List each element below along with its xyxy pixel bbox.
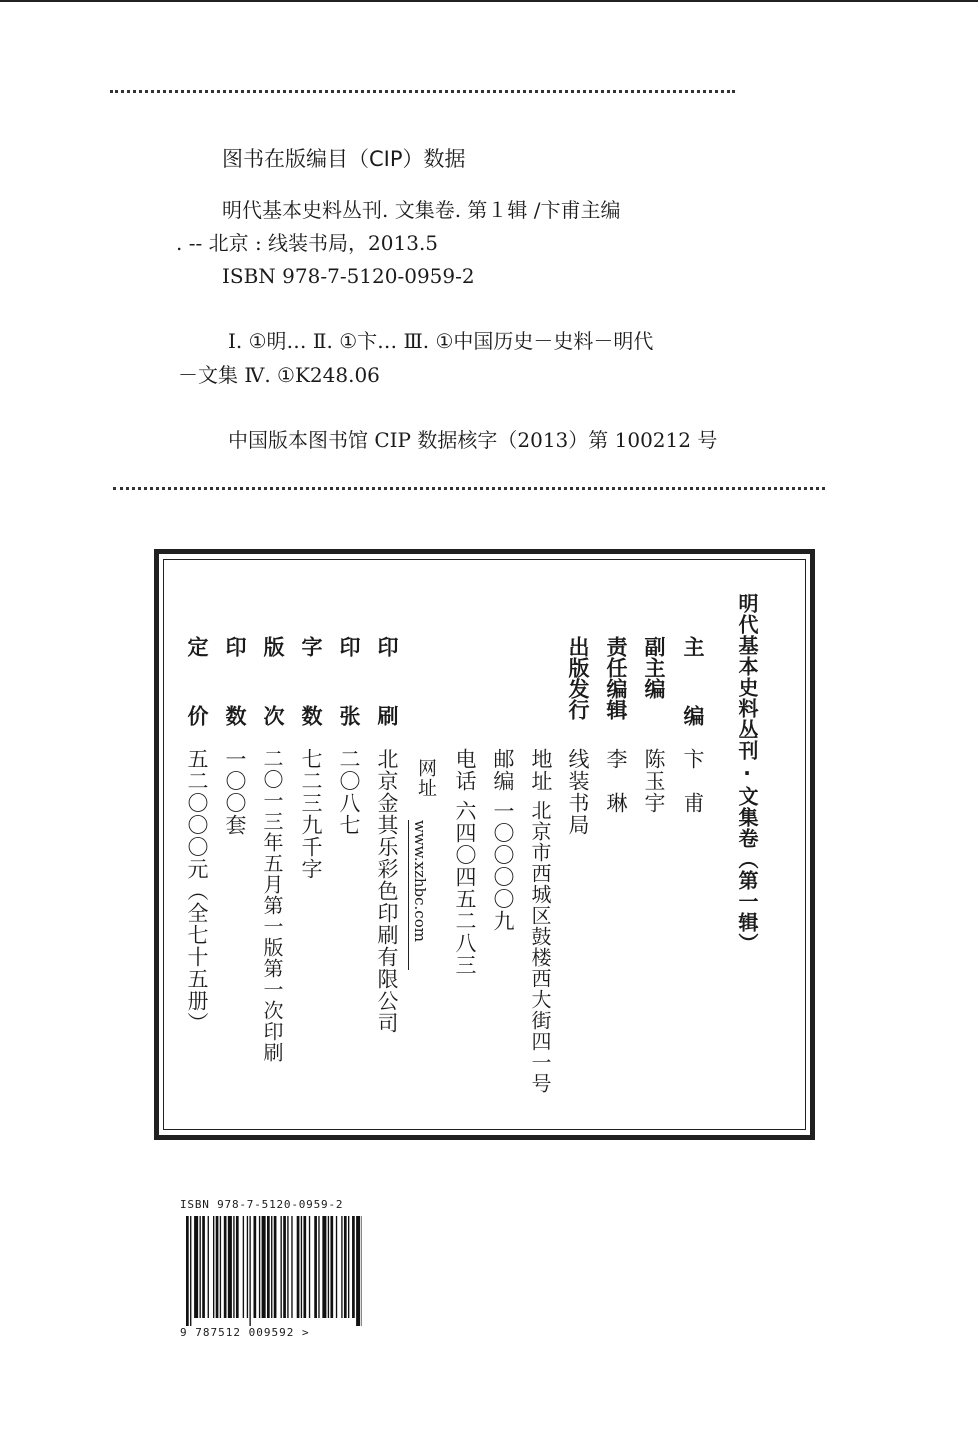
barcode-stripe: [352, 1216, 355, 1318]
barcode-stripe: [224, 1216, 227, 1318]
printed-sheets-value: 二〇八七: [337, 748, 361, 836]
barcode-stripe: [309, 1216, 310, 1318]
barcode-stripe: [233, 1216, 234, 1318]
barcode-stripe: [287, 1216, 288, 1318]
deputy-editor-label: 副主编: [642, 636, 666, 699]
cip-heading: 图书在版编目（CIP）数据: [222, 147, 466, 171]
website-link[interactable]: [408, 820, 430, 970]
editor-value: 卞 甫: [681, 748, 705, 814]
barcode-stripe: [328, 1216, 329, 1318]
barcode-stripe: [291, 1216, 292, 1318]
barcode-stripe: [194, 1216, 198, 1318]
barcode-stripe: [202, 1216, 205, 1318]
print-run-value: 一〇〇套: [223, 748, 247, 836]
cip-record-number: 中国版本图书馆 CIP 数据核字（2013）第 100212 号: [228, 428, 718, 452]
print-run-label: 印 数: [223, 636, 247, 726]
responsible-editor-label: 责任编辑: [604, 636, 628, 720]
barcode-stripe: [262, 1216, 266, 1318]
edition-label: 版 次: [261, 636, 285, 726]
cip-title-line: 明代基本史料丛刊. 文集卷. 第１辑 /卞甫主编: [222, 198, 621, 222]
barcode-stripe: [186, 1216, 189, 1326]
edition-value: 二〇一三年五月第一版第一次印刷: [260, 748, 284, 1063]
cip-classification-line-2: －文集 Ⅳ. ①K248.06: [178, 363, 380, 387]
barcode-stripe: [190, 1216, 191, 1326]
cip-publisher-line: . -- 北京 : 线装书局，2013.5: [176, 231, 439, 255]
barcode-isbn-text: ISBN 978-7-5120-0959-2: [180, 1198, 344, 1211]
barcode-stripe: [216, 1216, 219, 1318]
website-url[interactable]: www.xzhbc.com: [411, 820, 429, 942]
barcode-stripe: [271, 1216, 272, 1318]
word-count-label: 字 数: [299, 636, 323, 726]
postcode-value: 一〇〇〇〇九: [491, 800, 515, 932]
editor-label: 主 编: [681, 636, 705, 726]
address-label: 地址: [529, 748, 553, 792]
barcode-stripe: [236, 1216, 239, 1318]
word-count-value: 七二三九千字: [299, 748, 323, 880]
barcode-stripe: [336, 1216, 337, 1318]
barcode-stripe: [314, 1216, 317, 1318]
printed-sheets-label: 印 张: [337, 636, 361, 726]
barcode-stripe: [303, 1216, 306, 1318]
barcode-stripe: [267, 1216, 270, 1318]
deputy-editor-value: 陈玉宇: [642, 748, 666, 814]
barcode-stripe: [243, 1216, 244, 1318]
barcode-stripe: [228, 1216, 232, 1318]
publisher-label: 出版发行: [566, 636, 590, 720]
price-label: 定 价: [185, 636, 209, 726]
publisher-value: 线装书局: [566, 748, 590, 836]
phone-value: 六四〇四五二八三: [453, 800, 477, 976]
barcode-stripe: [208, 1216, 209, 1318]
price-value: 五二〇〇〇元︵全七十五册︶: [185, 748, 209, 1034]
barcode-stripe: [281, 1216, 282, 1318]
printer-label: 印 刷: [375, 636, 399, 726]
barcode-stripe: [318, 1216, 319, 1318]
series-title: 明代基本史料丛刊·文集卷︵第一辑︶: [735, 593, 759, 954]
barcode-stripe: [341, 1216, 342, 1318]
barcode-stripe: [356, 1216, 360, 1326]
cip-classification-line: Ⅰ. ①明… Ⅱ. ①卞… Ⅲ. ①中国历史－史料－明代: [228, 329, 654, 353]
website-label: 网址: [415, 758, 437, 798]
isbn-barcode: [180, 1198, 370, 1343]
dotted-divider-top: [110, 90, 735, 93]
barcode-bars: [186, 1216, 362, 1326]
dotted-divider-bottom: [113, 487, 825, 490]
barcode-stripe: [297, 1216, 300, 1318]
barcode-stripe: [301, 1216, 302, 1318]
barcode-stripe: [274, 1216, 277, 1318]
barcode-stripe: [283, 1216, 286, 1318]
barcode-digits: 9 787512 009592 >: [180, 1326, 310, 1339]
postcode-label: 邮编: [491, 748, 515, 792]
barcode-stripe: [200, 1216, 201, 1318]
barcode-stripe: [213, 1216, 214, 1318]
top-border-line: [0, 0, 978, 2]
barcode-stripe: [330, 1216, 333, 1318]
barcode-stripe: [348, 1216, 349, 1318]
address-value: 北京市西城区鼓楼西大街四一号: [528, 800, 552, 1094]
barcode-stripe: [249, 1216, 250, 1326]
phone-label: 电话: [453, 748, 477, 792]
barcode-stripe: [322, 1216, 326, 1318]
barcode-stripe: [254, 1216, 257, 1318]
barcode-stripe: [344, 1216, 347, 1318]
barcode-stripe: [220, 1216, 221, 1318]
barcode-stripe: [362, 1216, 363, 1326]
printer-value: 北京金其乐彩色印刷有限公司: [375, 748, 399, 1034]
barcode-stripe: [259, 1216, 260, 1318]
barcode-stripe: [247, 1216, 248, 1318]
responsible-editor-value: 李 琳: [604, 748, 628, 814]
cip-isbn-line: ISBN 978-7-5120-0959-2: [222, 264, 475, 288]
